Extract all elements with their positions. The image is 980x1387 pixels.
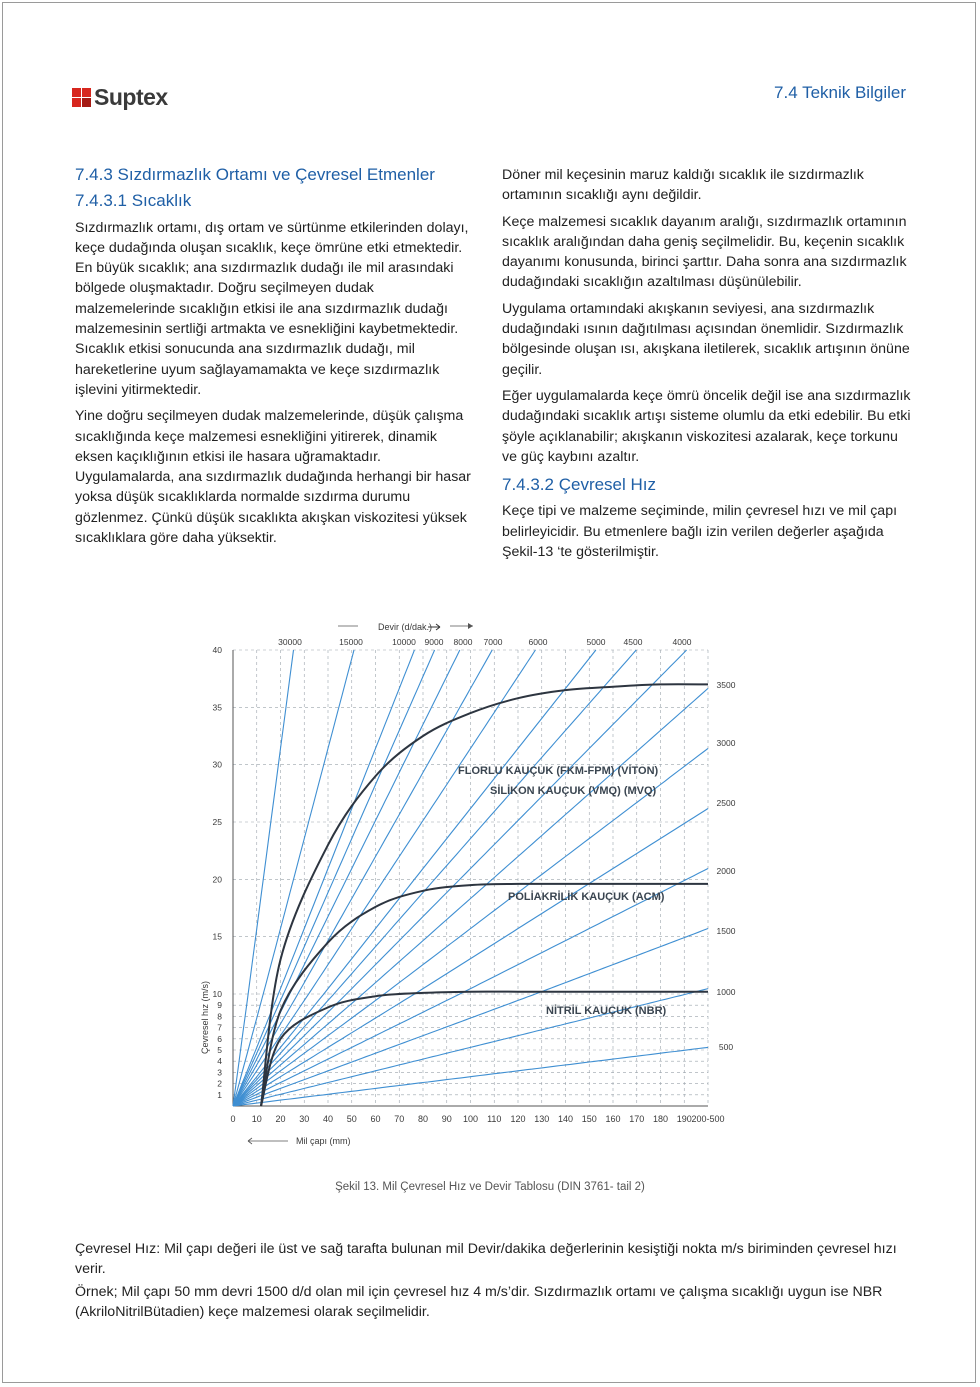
y-tick-label: 20 [212,874,222,885]
x-tick-label: 170 [629,1114,645,1124]
x-tick-label: 20 [275,1114,286,1124]
x-tick-label: 180 [652,1114,669,1124]
figure-caption: Şekil 13. Mil Çevresel Hız ve Devir Tablosu (DIN 3761- tail 2) [335,1181,645,1193]
y-tick-label: 40 [212,645,222,655]
top-tick-label: 30000 [278,637,302,647]
suptex-logo [72,84,168,111]
material-label: FLORLU KAUÇUK (FKM-FPM) (VİTON) [458,765,659,777]
y-tick-label: 2 [217,1078,222,1089]
y-tick-label: 9 [217,1000,222,1011]
top-tick-label: 7000 [483,637,503,647]
x-axis-arrow [248,1138,288,1144]
logo-mark-icon [72,88,92,108]
x-tick-label: 110 [487,1114,502,1124]
y-tick-label: 8 [217,1011,222,1022]
y-tick-label: 25 [212,817,222,827]
rpm-line [233,650,460,1106]
heading-7-4-3-1: 7.4.3.1 Sıcaklık [75,191,192,211]
bottom-text [75,1239,905,1324]
x-tick-label: 120 [510,1114,526,1124]
x-tick-label: 190 [676,1114,692,1124]
right-tick-label: 3000 [716,738,736,748]
top-axis-arrow [468,623,473,629]
x-tick-label: 130 [534,1114,550,1124]
x-tick-label: 70 [394,1114,405,1124]
y-tick-label: 3 [217,1067,222,1078]
right-tick-label: 2000 [716,866,736,876]
right-tick-label: 500 [718,1042,734,1052]
paragraph-right-4: Eğer uygulamalarda keçe ömrü öncelik değil ise ana sızdırmazlık dudağındaki sıcaklık artışı sisteme olumlu da etki edebilir. Bu etki şöyle açıklanabilir; akışkanın viskozitesi azalarak, keçe torkunu ve güç kaybını azaltır. [502,387,911,465]
y-tick-label: 7 [217,1022,222,1033]
y-tick-label: 15 [212,931,222,942]
rpm-line [233,650,354,1106]
right-tick-label: 1000 [716,987,736,997]
y-tick-label: 4 [217,1056,222,1067]
top-tick-label: 10000 [392,637,416,647]
x-tick-label: 100 [462,1114,479,1124]
section-title: 7.4 Teknik Bilgiler [774,83,906,102]
right-tick-label: 3500 [716,680,736,690]
x-tick-label: 90 [441,1114,452,1124]
x-tick-label: 140 [557,1114,574,1124]
brand-name: Suptex [94,84,168,110]
x-tick-label: 30 [299,1114,310,1124]
x-tick-label: 0 [230,1114,236,1124]
x-tick-label: 50 [346,1114,357,1124]
heading-7-4-3-2: 7.4.3.2 Çevresel Hız [502,475,657,495]
y-tick-label: 10 [212,989,222,999]
speed-chart-svg [188,614,750,1159]
y-tick-label: 5 [217,1045,222,1055]
x-tick-label: 10 [251,1114,262,1124]
chart-grid [233,650,708,1106]
x-tick-label: 80 [417,1114,429,1124]
paragraph-temperature-2: Yine doğru seçilmeyen dudak malzemelerinde, düşük çalışma sıcaklığında keçe malzemesi esnekliğini yitirerek, dinamik eksen kaçıklığının etkisi ile hasara uğramaktadır. Uygulamalarda, ana sızdırmazlık dudağında herhangi bir hasar yoksa düşük sıcaklıklarda normalde sızdırma durumu gözlenmez. Çünkü düşük sıcaklıkta akışkan viskozitesi yüksek sıcaklıklara göre daha yüksektir. [75,408,471,547]
x-tick-label: 40 [322,1114,334,1124]
top-tick-label: 4500 [623,637,643,647]
x-tick-label: 60 [370,1114,381,1124]
right-column [502,165,912,568]
y-axis-label: Çevresel hız (m/s) [200,980,210,1054]
right-tick-label: 1500 [716,926,736,936]
x-tick-label: 160 [605,1114,621,1124]
left-column [75,165,475,554]
top-tick-label: 5000 [586,637,606,647]
rpm-line [233,650,414,1106]
paragraph-bottom-1: Çevresel Hız: Mil çapı değeri ile üst ve sağ tarafta bulunan mil Devir/dakika değerlerinin kesiştiği nokta m/s biriminden çevresel hızı verir. [75,1241,897,1278]
top-tick-label: 9000 [424,637,444,647]
paragraph-bottom-2: Örnek; Mil çapı 50 mm devri 1500 d/d olan mil için çevresel hız 4 m/s’dir. Sızdırmazlık ortamı ve çalışma sıcaklığı uygun ise NBR (AkriloNitrilBütadien) keçe malzemesi olarak seçilmelidir. [75,1283,883,1320]
top-axis-label: Devir (d/dak.) [377,622,433,632]
x-tick-label: 150 [581,1114,597,1124]
speed-chart [188,614,750,1159]
top-tick-label: 15000 [339,637,363,647]
top-tick-label: 4000 [672,637,692,647]
y-tick-label: 6 [217,1033,222,1044]
paragraph-right-3: Uygulama ortamındaki akışkanın seviyesi, ana sızdırmazlık dudağındaki ısının dağıtılması açısından önemlidir. Sızdırmazlık bölgesinde oluşan ısı, akışkana iletilerek, sıcaklık artışının önüne geçilir. [502,300,910,378]
right-tick-label: 2500 [716,798,736,808]
x-tick-label: 200-500 [691,1114,725,1124]
top-tick-label: 8000 [453,637,473,647]
y-tick-label: 1 [217,1089,222,1100]
heading-7-4-3: 7.4.3 Sızdırmazlık Ortamı ve Çevresel Etmenler [75,165,435,184]
material-label: SİLİKON KAUÇUK (VMQ) (MVQ) [490,785,657,797]
paragraph-right-1: Döner mil keçesinin maruz kaldığı sıcaklık ile sızdırmazlık ortamının sıcaklığı aynı değildir. [502,167,864,204]
x-axis-label: Mil çapı (mm) [296,1136,351,1146]
rpm-line [233,650,535,1106]
paragraph-right-5: Keçe tipi ve malzeme seçiminde, milin çevresel hızı ve mil çapı belirleyicidir. Bu etmenlere bağlı izin verilen değerler aşağıda Şekil-13 ‘te gösterilmiştir. [502,503,898,561]
y-tick-label: 30 [212,759,222,770]
material-label: NİTRİL KAUÇUK (NBR) [546,1005,667,1017]
y-tick-label: 35 [212,702,222,713]
top-tick-label: 6000 [528,637,548,647]
paragraph-right-2: Keçe malzemesi sıcaklık dayanım aralığı, sızdırmazlık ortamının sıcaklık aralığından daha geniş seçilmelidir. Bu, keçenin sıcaklık dayanımı konusunda, birinci şarttır. Daha sonra ana sızdırmazlık dudağındaki sıcaklığın azaltılması düşünülebilir. [502,213,907,291]
paragraph-temperature-1: Sızdırmazlık ortamı, dış ortam ve sürtünme etkilerinden dolayı, keçe dudağında oluşan sıcaklık, keçe ömrüne etki etmektedir. En büyük sıcaklık; ana sızdırmazlık dudağı ile mil arasındaki bölgede oluşmaktadır. Doğru seçilmeyen dudak malzemelerinde sıcaklığın etkisi ile ana sızdırmazlık dudağı malzemesinin sertliği artmakta ve esnekliğini kaybetmektedir. Sıcaklık etkisi sonucunda ana sızdırmazlık dudağı, mil hareketlerine uyum sağlayamamakta ve keçe sızdırmazlık işlevini yitirmektedir. [75,219,469,398]
material-label: POLİAKRİLİK KAUÇUK (ACM) [508,891,665,903]
